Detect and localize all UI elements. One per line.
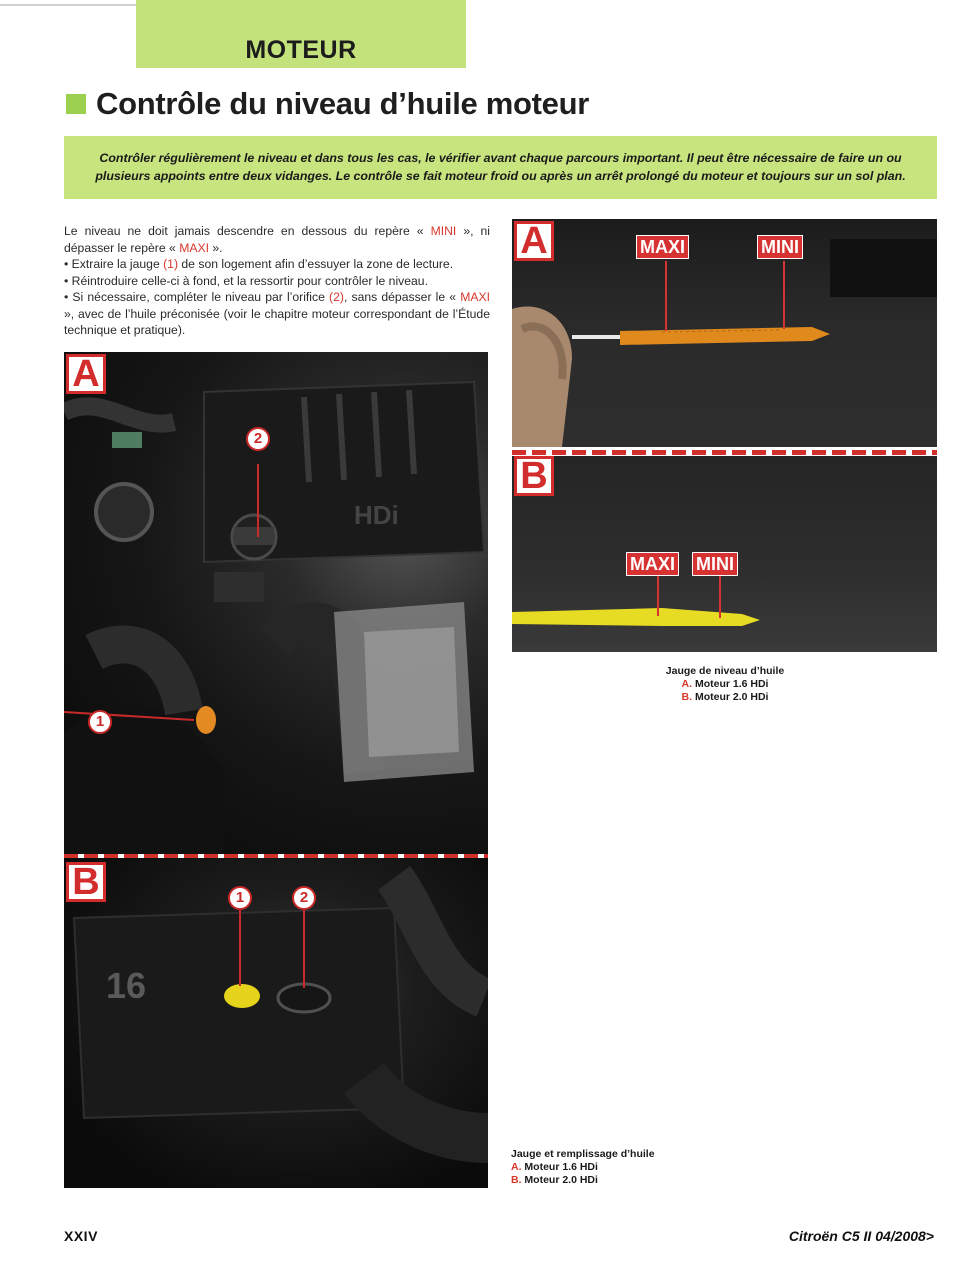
maxi-ref: MAXI: [179, 240, 209, 255]
mini-ref: MINI: [430, 224, 457, 238]
caption-dipstick-b: [600, 691, 850, 704]
caption-letter: A.: [681, 678, 693, 690]
section-tab: [136, 0, 466, 68]
text: », avec de l’huile préconisée (voir le chapitre moteur correspondant de l’Étude technique et pratique).: [64, 306, 490, 337]
caption-text: Moteur 1.6 HDi: [521, 1161, 598, 1173]
dipstick-letter-a: A: [514, 221, 554, 261]
top-rule: [0, 4, 136, 6]
bullet-extract: [64, 256, 490, 273]
page-title-row: [66, 86, 589, 122]
text: ».: [208, 240, 223, 255]
text: », ni dépasser le repère «: [64, 224, 490, 255]
caption-text: Moteur 2.0 HDi: [692, 691, 769, 703]
intro-box: [64, 136, 937, 199]
engine-b-cover-text: 16: [106, 965, 147, 1006]
engine-cover-text: HDi: [354, 500, 399, 530]
paragraph-level: [64, 223, 490, 256]
caption-dipstick-title: Jauge de niveau d’huile: [665, 665, 785, 677]
bullet-reinsert: • Réintroduire celle-ci à fond, et la ressortir pour contrôler le niveau.: [64, 273, 428, 288]
photo-letter-a: A: [66, 354, 106, 394]
maxi-label-b: MAXI: [626, 552, 679, 576]
engine-photo-a: [64, 352, 488, 854]
callout-2: 2: [246, 427, 270, 451]
text: • Si nécessaire, compléter le niveau par l’orifice: [64, 290, 330, 304]
engine-b-drawing: [64, 858, 488, 1188]
book-title: Citroën C5 II 04/2008>: [788, 1228, 934, 1244]
text: , sans dépasser le «: [343, 290, 461, 304]
separator-dipstick: [512, 450, 937, 455]
engine-photo-b: [64, 858, 488, 1188]
dipstick-letter-b: B: [514, 456, 554, 496]
caption-letter: B.: [511, 1174, 522, 1186]
text: de son logement afin d’essuyer la zone de lecture.: [178, 257, 454, 271]
section-label: MOTEUR: [245, 36, 357, 64]
dipstick-a-drawing: [512, 219, 937, 447]
ref-1: (1): [163, 257, 179, 271]
bullet-topup: [64, 289, 490, 339]
caption-text: Moteur 1.6 HDi: [692, 678, 769, 690]
intro-text: Contrôler régulièrement le niveau et dans tous les cas, le vérifier avant chaque parcours important. Il peut être nécessaire de faire un ou plusieurs appoints entre deux vidanges. Le contrôle se fait moteur froid ou après un arrêt prolongé du moteur et toujours sur un sol plan.: [95, 151, 906, 183]
caption-fill-title: Jauge et remplissage d’huile: [511, 1148, 655, 1160]
caption-letter: A.: [511, 1161, 522, 1173]
page-title: Contrôle du niveau d’huile moteur: [96, 86, 590, 121]
mini-label-b: MINI: [692, 552, 738, 576]
callout-1: 1: [88, 710, 112, 734]
ref-2: (2): [329, 290, 344, 304]
maxi-label-a: MAXI: [636, 235, 689, 259]
page-number: XXIV: [64, 1228, 98, 1244]
title-square-icon: [66, 94, 86, 114]
body-text: [64, 223, 490, 339]
caption-fill-b: [511, 1174, 761, 1187]
mini-label-a: MINI: [757, 235, 803, 259]
photo-letter-b: B: [66, 862, 106, 902]
caption-dipstick-a: [600, 678, 850, 691]
caption-dipstick: [600, 665, 850, 704]
callout-1-b: 1: [228, 886, 252, 910]
caption-fill: [511, 1148, 761, 1187]
caption-letter: B.: [681, 691, 693, 703]
callout-2-b: 2: [292, 886, 316, 910]
engine-a-drawing: [64, 352, 488, 854]
text: Le niveau ne doit jamais descendre en dessous du repère «: [64, 224, 431, 238]
dipstick-photo-b: [512, 456, 937, 652]
caption-fill-a: [511, 1161, 761, 1174]
dipstick-photo-a: [512, 219, 937, 447]
caption-text: Moteur 2.0 HDi: [521, 1174, 598, 1186]
text: • Extraire la jauge: [64, 257, 164, 271]
maxi-ref: MAXI: [460, 290, 491, 304]
